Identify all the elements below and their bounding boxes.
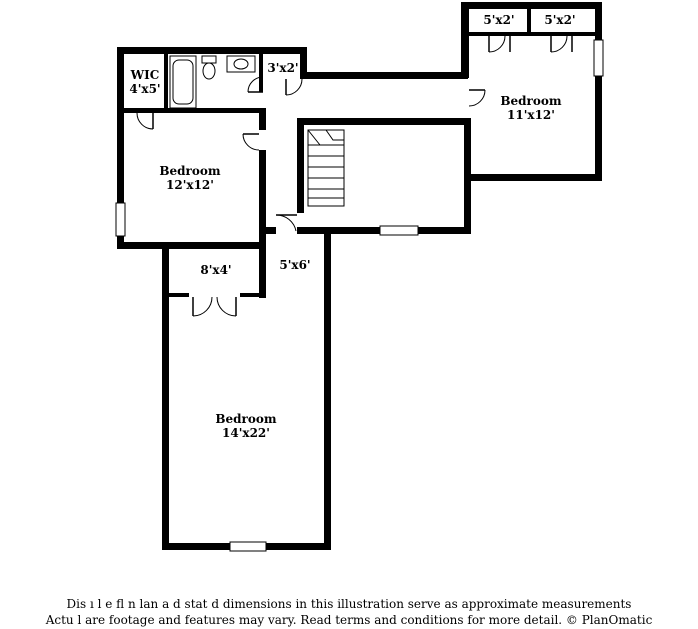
room-size: 5'x2' — [483, 13, 515, 27]
room-size: 4'x5' — [129, 82, 161, 96]
wall — [461, 2, 469, 78]
bathtub-basin — [173, 60, 193, 104]
room-size: 11'x12' — [507, 108, 555, 122]
window — [116, 203, 125, 236]
door — [276, 215, 297, 231]
door — [551, 36, 572, 52]
window — [380, 226, 418, 235]
room-size: 5'x6' — [279, 258, 311, 272]
window — [230, 542, 266, 551]
wall — [117, 47, 307, 54]
wall — [300, 47, 307, 79]
room-name: WIC — [130, 68, 160, 82]
door — [193, 297, 236, 316]
wall — [595, 2, 602, 181]
wall — [304, 72, 468, 79]
wall — [469, 174, 602, 181]
room-size: 8'x4' — [200, 263, 232, 277]
wall — [169, 293, 189, 297]
room-size: 3'x2' — [267, 61, 299, 75]
toilet-tank — [202, 56, 216, 63]
wall — [297, 227, 331, 234]
staircase — [308, 130, 344, 206]
wall — [259, 54, 263, 92]
door — [489, 36, 510, 52]
room-size: 5'x2' — [544, 13, 576, 27]
wall — [164, 54, 168, 112]
wall — [461, 2, 602, 9]
room-name: Bedroom — [215, 412, 277, 426]
room-size: 12'x12' — [166, 178, 214, 192]
room-name: Bedroom — [159, 164, 221, 178]
wall — [240, 293, 266, 297]
door — [286, 79, 302, 95]
room-name: Bedroom — [500, 94, 562, 108]
disclaimer-line-1: Dis ı l e fl n lan a d stat d dimensions in this illustration serve as approximate measurements — [66, 597, 632, 611]
wall — [259, 248, 266, 298]
wall — [259, 108, 266, 130]
wall — [469, 32, 595, 36]
wall — [162, 249, 169, 550]
wall — [464, 118, 471, 234]
disclaimer-line-2: Actu l are footage and features may vary. Read terms and conditions for more detail. © PlanOmatic — [45, 613, 653, 627]
wall — [527, 9, 531, 36]
wall — [117, 242, 266, 249]
wall — [324, 227, 331, 550]
wall — [266, 227, 276, 234]
wall — [259, 150, 266, 248]
wall — [297, 118, 471, 125]
wall — [124, 108, 263, 113]
window — [594, 40, 603, 76]
room-size: 14'x22' — [222, 426, 270, 440]
toilet-bowl — [203, 63, 215, 79]
sink — [234, 59, 248, 69]
door — [137, 113, 153, 129]
wall — [297, 118, 304, 213]
door — [469, 90, 485, 106]
door — [243, 134, 259, 150]
